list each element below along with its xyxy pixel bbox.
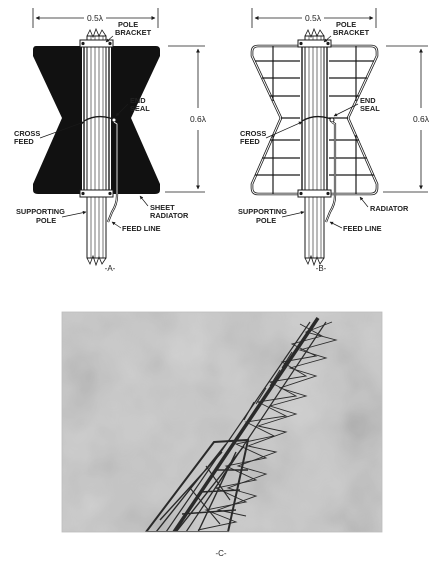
label-feed-line-a: FEED LINE (122, 224, 161, 233)
caption-c: -C- (215, 549, 227, 558)
caption-a: -A- (104, 264, 116, 273)
width-dim-label-a: 0.5λ (86, 13, 104, 23)
height-dimension-a (165, 46, 207, 192)
panel-a (14, 8, 207, 273)
label-pole-a-2: POLE (36, 216, 57, 225)
label-cross-b-1: CROSS (240, 129, 267, 138)
label-bracket-a-2: BRACKET (115, 28, 152, 37)
label-cross-a-1: CROSS (14, 129, 41, 138)
label-end-b-1: END (360, 96, 376, 105)
label-feed-b-2: FEED (240, 137, 260, 146)
sheet-radiator-right (111, 46, 160, 194)
panel-c-photo (62, 312, 382, 532)
label-seal-b-2: SEAL (360, 104, 380, 113)
width-dimension-b (252, 8, 376, 28)
width-dim-label-b: 0.5λ (304, 13, 322, 23)
rod-radiator-left (252, 46, 300, 194)
label-sheet-a-1: SHEET (150, 203, 175, 212)
label-seal-a-2: SEAL (130, 104, 150, 113)
supporting-pole-a (84, 29, 109, 265)
height-dim-label-b: 0.6λ (412, 114, 430, 124)
label-supporting-a-1: SUPPORTING (16, 207, 65, 216)
height-dim-label-a: 0.6λ (189, 114, 207, 124)
panel-b (238, 8, 430, 273)
label-supporting-b-1: SUPPORTING (238, 207, 287, 216)
label-radiator-a-2: RADIATOR (150, 211, 189, 220)
width-dimension-a (33, 8, 158, 28)
sheet-radiator-left (33, 46, 82, 194)
label-pole-a-1: POLE (118, 20, 139, 29)
label-feed-a-2: FEED (14, 137, 34, 146)
label-pole-b-2: POLE (256, 216, 277, 225)
label-bracket-b-2: BRACKET (333, 28, 370, 37)
label-radiator-b: RADIATOR (370, 204, 409, 213)
caption-b: -B- (315, 264, 327, 273)
label-pole-b-1: POLE (336, 20, 357, 29)
height-dimension-b (383, 46, 430, 192)
label-end-a-1: END (130, 96, 146, 105)
rod-radiator-right (329, 46, 377, 194)
supporting-pole-b (302, 29, 327, 265)
label-feed-line-b: FEED LINE (343, 224, 382, 233)
